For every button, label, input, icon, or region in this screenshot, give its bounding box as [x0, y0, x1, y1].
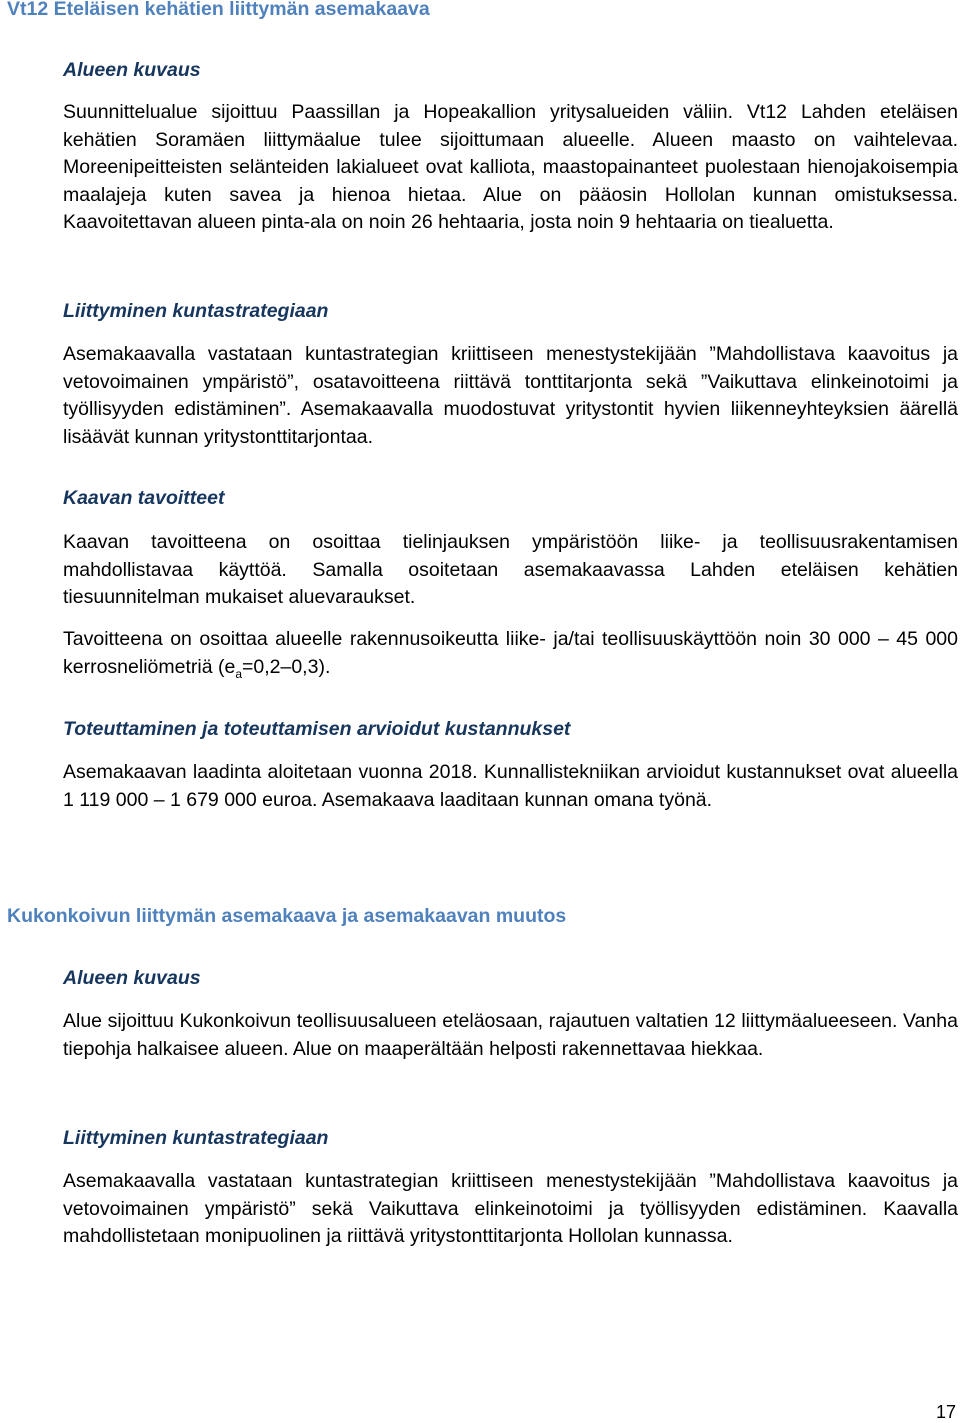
goals-text-2-subscript: a	[235, 666, 242, 681]
section-1-strategy-heading: Liittyminen kuntastrategiaan	[63, 300, 329, 322]
section-1-cost-text: Asemakaavan laadinta aloitetaan vuonna 2018. Kunnallistekniikan arvioidut kustannukset ovat alueella 1 119 000 – 1 679 000 euroa. Asemakaava laaditaan kunnan omana työnä.	[63, 761, 958, 811]
section-1-goals-heading: Kaavan tavoitteet	[63, 487, 225, 509]
section-1-strategy-text: Asemakaavalla vastataan kuntastrategian kriittiseen menestystekijään ”Mahdollistava kaavoitus ja vetovoimainen ympäristö”, osatavoitteena riittävä tonttitarjonta sekä ”Vaikuttava elinkeinotoimi ja työllisyyden edistäminen”. Asemakaavalla muodostuvat yritystontit hyvien liikenneyhteyksien äärellä lisäävät kunnan yritystonttitarjontaa.	[63, 343, 958, 448]
goals-text-2-main: Tavoitteena on osoittaa alueelle rakennusoikeutta liike- ja/tai teollisuuskäyttöön noin 30 000 – 45 000 kerrosneliömetriä (e	[63, 628, 958, 678]
section-1-cost-heading: Toteuttaminen ja toteuttamisen arvioidut kustannukset	[63, 718, 571, 740]
section-2-area-heading: Alueen kuvaus	[63, 967, 201, 989]
section-2-strategy-text: Asemakaavalla vastataan kuntastrategian kriittiseen menestystekijään ”Mahdollistava kaavoitus ja vetovoimainen ympäristö” sekä Vaikuttava elinkeinotoimi ja työllisyyden edistäminen. Kaavalla mahdollistetaan monipuolinen ja riittävä yritystonttitarjonta Hollolan kunnassa.	[63, 1170, 958, 1247]
section-1-goals-text-1: Kaavan tavoitteena on osoittaa tielinjauksen ympäristöön liike- ja teollisuusrakentamisen mahdollistavaa käyttöä. Samalla osoitetaan asemakaavassa Lahden eteläisen kehätien tiesuunnitelman mukaiset aluevaraukset.	[63, 531, 958, 608]
section-1-goals-text-2	[63, 626, 958, 688]
section-2-strategy-heading: Liittyminen kuntastrategiaan	[63, 1127, 329, 1149]
section-1-area-heading: Alueen kuvaus	[63, 59, 201, 81]
section-2-area-text: Alue sijoittuu Kukonkoivun teollisuusalueen eteläosaan, rajautuen valtatien 12 liittymäalueeseen. Vanha tiepohja halkaisee alueen. Alue on maaperältään helposti rakennettavaa hiekkaa.	[63, 1010, 958, 1060]
section-2-title: Kukonkoivun liittymän asemakaava ja asemakaavan muutos	[7, 905, 567, 927]
section-1-title: Vt12 Eteläisen kehätien liittymän asemakaava	[7, 0, 430, 20]
page-number: 17	[935, 1402, 956, 1422]
section-1-area-text: Suunnittelualue sijoittuu Paassillan ja Hopeakallion yritysalueiden väliin. Vt12 Lahden eteläisen kehätien Soramäen liittymäalue tulee sijoittumaan alueelle. Alueen maasto on vaihtelevaa. Moreenipeitteisten selänteiden lakialueet ovat kalliota, maastopainanteet puolestaan hienojakoisempia maalajeja kuten savea ja hienoa hietaa. Alue on pääosin Hollolan kunnan omistuksessa. Kaavoitettavan alueen pinta-ala on noin 26 hehtaaria, josta noin 9 hehtaaria on tiealuetta.	[63, 101, 958, 233]
goals-text-2-end: =0,2–0,3).	[242, 655, 331, 678]
